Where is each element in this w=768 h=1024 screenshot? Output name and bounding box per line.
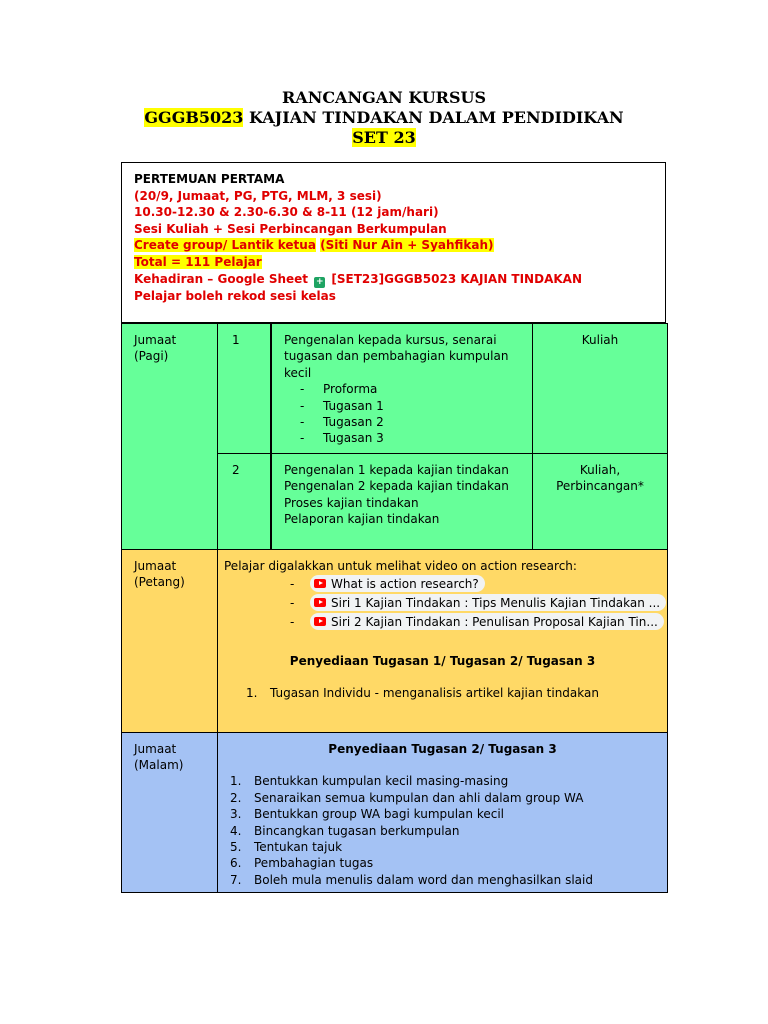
google-sheets-icon: +: [315, 276, 324, 287]
meeting-date: (20/9, Jumaat, PG, PTG, MLM, 3 sesi): [134, 188, 382, 203]
malam-content-cell: [217, 732, 668, 893]
list-item: - Tugasan 1: [284, 398, 532, 414]
title-set: [0, 127, 768, 149]
list-item: 4. Bincangkan tugasan berkumpulan: [230, 823, 460, 838]
list-item: 6. Pembahagian tugas: [230, 856, 374, 871]
create-group-text: Create group/ Lantik ketua: [134, 238, 316, 253]
video-title: Siri 2 Kajian Tindakan : Penulisan Proposal Kajian Tin...: [331, 614, 658, 629]
petang-intro: Pelajar digalakkan untuk melihat video on action research:: [224, 559, 577, 573]
attendance-line: [134, 271, 665, 288]
video-title: Siri 1 Kajian Tindakan : Tips Menulis Kajian Tindakan ...: [331, 595, 661, 610]
list-item: 5. Tentukan tajuk: [230, 840, 343, 855]
malam-label-cell: [121, 732, 218, 893]
session2-number-cell: [217, 453, 272, 550]
attendance-sheet-link[interactable]: [SET23]GGGB5023 KAJIAN TINDAKAN: [331, 271, 582, 286]
total-students: Total = 111 Pelajar: [134, 254, 262, 269]
session2-line: Pengenalan 2 kepada kajian tindakan: [284, 479, 509, 494]
session2-line: Proses kajian tindakan: [284, 495, 419, 510]
pagi-period: (Pagi): [134, 349, 169, 364]
meeting-heading: PERTEMUAN PERTAMA: [134, 172, 285, 186]
list-item: 1. Bentukkan kumpulan kecil masing-masing: [230, 774, 509, 789]
set-label: SET 23: [352, 128, 416, 147]
session1-list: [272, 381, 532, 447]
malam-prep-title: Penyediaan Tugasan 2/ Tugasan 3: [328, 742, 557, 756]
list-item: - Proforma: [284, 381, 532, 397]
petang-prep-title: Penyediaan Tugasan 1/ Tugasan 2/ Tugasan 3: [289, 654, 596, 669]
course-code: GGGB5023: [144, 108, 244, 127]
malam-period: (Malam): [134, 758, 184, 773]
session1-mode: Kuliah: [581, 333, 619, 347]
session2-content-cell: [270, 453, 533, 550]
attendance-label: Kehadiran – Google Sheet: [134, 271, 309, 286]
malam-steps: [218, 773, 667, 888]
list-item: 7. Boleh mula menulis dalam word dan menghasilkan slaid: [230, 872, 593, 887]
petang-day: Jumaat: [134, 559, 177, 573]
pagi-day: Jumaat: [134, 333, 177, 347]
list-item: - Tugasan 2: [284, 414, 532, 430]
video-title: What is action research?: [331, 576, 479, 591]
session2-mode-cell: [532, 453, 668, 550]
video-link-chip[interactable]: [310, 575, 485, 592]
petang-period: (Petang): [134, 575, 185, 590]
list-item: - Tugasan 3: [284, 430, 532, 446]
video-row: [218, 593, 667, 612]
video-row: [218, 612, 667, 631]
session1-mode-cell: [532, 323, 668, 454]
session2-mode-1: Kuliah,: [579, 463, 621, 477]
task-number: 1.: [246, 685, 258, 700]
dash-bullet: -: [290, 577, 295, 592]
petang-task: [218, 685, 667, 701]
pagi-label-cell: [121, 323, 218, 550]
total-line: [134, 254, 665, 271]
session1-number: 1: [232, 333, 240, 347]
session1-intro-2: tugasan dan pembahagian kumpulan kecil: [284, 349, 509, 380]
title-course: [0, 107, 768, 129]
youtube-icon: [314, 579, 326, 588]
petang-label-cell: [121, 549, 218, 733]
session1-number-cell: [217, 323, 272, 454]
list-item: 3. Bentukkan group WA bagi kumpulan kecil: [230, 807, 505, 822]
meeting-hours: 10.30-12.30 & 2.30-6.30 & 8-11 (12 jam/hari): [134, 205, 439, 220]
group-leaders: (Siti Nur Ain + Syahfikah): [320, 238, 494, 253]
youtube-icon: [314, 617, 326, 626]
meeting-session-type: Sesi Kuliah + Sesi Perbincangan Berkumpulan: [134, 221, 447, 236]
dash-bullet: -: [290, 596, 295, 611]
task-text: Tugasan Individu - menganalisis artikel kajian tindakan: [270, 685, 599, 700]
video-link-chip[interactable]: [310, 594, 666, 611]
session2-line: Pelaporan kajian tindakan: [284, 512, 440, 527]
record-note: Pelajar boleh rekod sesi kelas: [134, 288, 336, 303]
session2-mode-2: Perbincangan*: [556, 479, 644, 494]
session1-content-cell: [270, 323, 533, 454]
session2-number: 2: [232, 463, 240, 477]
create-group-line: [134, 237, 665, 254]
course-name: KAJIAN TINDAKAN DALAM PENDIDIKAN: [243, 108, 624, 127]
petang-content-cell: [217, 549, 668, 733]
session2-line: Pengenalan 1 kepada kajian tindakan: [284, 463, 509, 477]
list-item: 2. Senaraikan semua kumpulan dan ahli dalam group WA: [230, 790, 584, 805]
malam-day: Jumaat: [134, 742, 177, 756]
dash-bullet: -: [290, 615, 295, 630]
video-link-chip[interactable]: [310, 613, 664, 630]
title-line1: RANCANGAN KURSUS: [281, 88, 487, 107]
video-row: [218, 574, 667, 593]
youtube-icon: [314, 598, 326, 607]
meeting-info-box: [121, 162, 666, 323]
session1-intro-1: Pengenalan kepada kursus, senarai: [284, 333, 497, 347]
